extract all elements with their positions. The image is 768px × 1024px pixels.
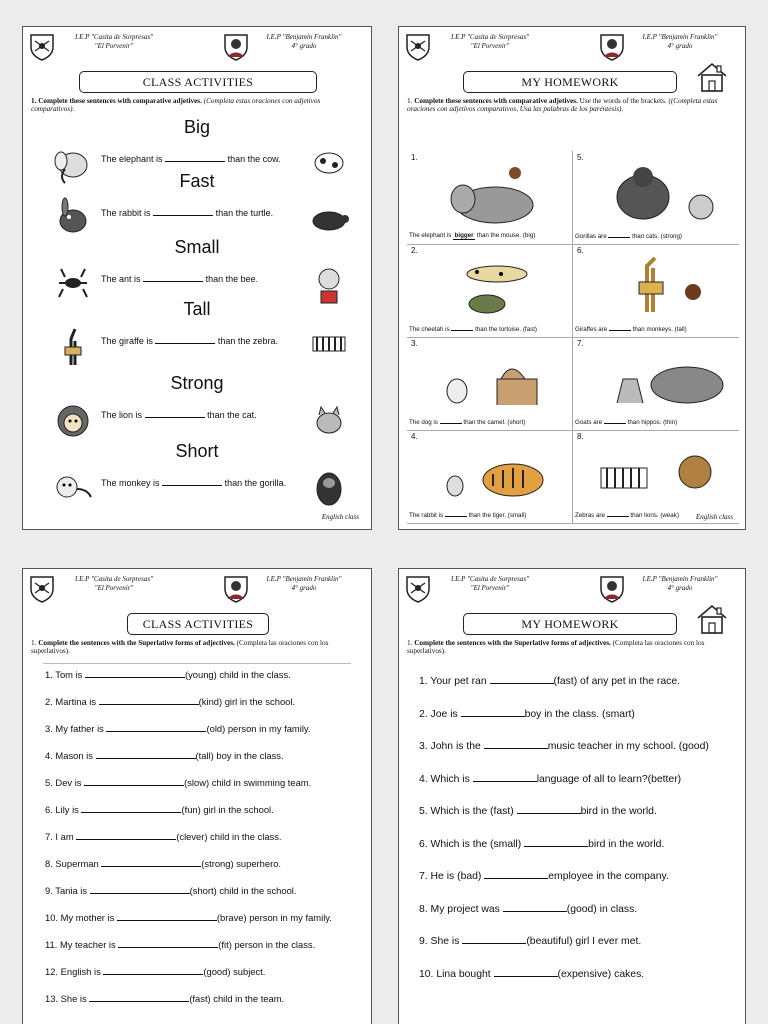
- animals-icon: [583, 345, 733, 411]
- school-crest-icon: [29, 33, 55, 61]
- superlative-homework-list: [419, 675, 739, 1000]
- item-end: (good) in class.: [566, 903, 638, 915]
- exercise-number: 4.: [411, 432, 418, 441]
- sentence: [101, 207, 273, 218]
- divider: [43, 663, 351, 664]
- sentence: [101, 153, 281, 164]
- item-start: 4. Which is: [419, 773, 470, 785]
- sheet-header: [399, 27, 745, 67]
- footer-label: English class: [695, 513, 733, 521]
- sheet-header: [23, 27, 371, 67]
- sentence-start: The ant is: [101, 274, 141, 284]
- answer-blank[interactable]: [118, 939, 218, 948]
- item-end: music teacher in my school. (good): [547, 741, 709, 752]
- school-name-left: I.E.P "Casita de Sorpresas" "El Porvenir": [74, 575, 154, 592]
- adjective-heading: Short: [175, 441, 219, 461]
- item-start: 5. Which is the (fast): [419, 806, 514, 817]
- school-name-right: I.E.P "Benjamín Franklin" 4° grado: [642, 33, 718, 50]
- school-crest-icon: [29, 575, 55, 603]
- caption-end: than hippos. (thin): [627, 419, 678, 426]
- sentence-start: The rabbit is: [101, 208, 151, 218]
- answer-blank[interactable]: [90, 885, 190, 894]
- exercise-item: [45, 885, 365, 912]
- caption-end: than the camel. (short): [463, 419, 526, 426]
- answer-blank[interactable]: [451, 330, 473, 331]
- answer-blank[interactable]: [608, 237, 630, 238]
- item-end: (clever) child in the class.: [176, 831, 282, 842]
- exercise-item: [419, 773, 739, 806]
- item-end: (expensive) cakes.: [557, 968, 645, 980]
- answer-blank[interactable]: [484, 740, 548, 749]
- animal-illustration: [51, 467, 95, 516]
- exercise-item: [419, 740, 739, 773]
- exercise-item: [45, 939, 365, 966]
- item-end: bird in the world.: [580, 806, 657, 817]
- caption-end: than the tiger. (small): [468, 512, 527, 519]
- answer-blank[interactable]: [96, 750, 196, 759]
- answer-blank[interactable]: [106, 723, 206, 732]
- exercise-item: [419, 935, 739, 968]
- exercise-item: [45, 912, 365, 939]
- answer-blank[interactable]: [462, 935, 526, 944]
- exercise-item: [419, 903, 739, 936]
- item-start: 7. He is (bad): [419, 871, 482, 882]
- section-title: MY HOMEWORK: [463, 71, 677, 93]
- item-end: (fit) person in the class.: [218, 939, 316, 950]
- exercise-caption: [575, 233, 737, 240]
- school-crest-icon: [223, 33, 249, 61]
- answer-blank[interactable]: [607, 516, 629, 517]
- answer-blank[interactable]: [81, 804, 181, 813]
- caption-start: Zebras are: [575, 512, 605, 519]
- answer-blank[interactable]: [473, 773, 537, 782]
- item-end: (fast) of any pet in the race.: [553, 676, 680, 687]
- school-crest-icon: [405, 575, 431, 603]
- school-name-left: I.E.P "Casita de Sorpresas" "El Porvenir": [450, 33, 530, 50]
- adjective-heading: Big: [183, 117, 210, 137]
- animal-icon: [307, 195, 351, 239]
- animal-illustration: [307, 323, 351, 372]
- animal-icon: [307, 323, 351, 367]
- exercise-caption: [409, 232, 570, 240]
- item-end: language of all to learn?(better): [536, 773, 682, 785]
- item-start: 7. I am: [45, 831, 74, 842]
- item-start: 12. English is: [45, 966, 101, 977]
- exercise-item: [419, 675, 739, 708]
- exercise-cell: [407, 244, 573, 338]
- animals-icon: [583, 159, 733, 225]
- item-start: 6. Which is the (small): [419, 838, 522, 850]
- answer-blank[interactable]: [461, 708, 525, 717]
- exercise-number: 8.: [577, 432, 584, 441]
- exercise-item: [45, 831, 365, 858]
- caption-end: than monkeys. (tall): [632, 326, 687, 333]
- answer-blank[interactable]: [143, 273, 203, 282]
- exercise-number: 2.: [411, 246, 418, 255]
- instruction: 1. Complete the sentences with the Superlative forms of adjectives. (Completa las oraciones con los superlativos).: [407, 639, 705, 656]
- item-start: 10. Lina bought: [419, 968, 491, 980]
- animals-icon: [417, 438, 567, 504]
- caption-start: Giraffes are: [575, 326, 608, 333]
- animals-icon: [417, 345, 567, 411]
- superlative-exercise-list: [45, 669, 365, 1020]
- animals-icon: [583, 252, 733, 318]
- exercise-item: [45, 966, 365, 993]
- sentence: [101, 409, 257, 420]
- animals-icon: [417, 252, 567, 318]
- exercise-item: [45, 723, 365, 750]
- answer-blank[interactable]: [494, 968, 558, 977]
- item-start: 2. Joe is: [419, 708, 458, 720]
- answer-blank[interactable]: [445, 516, 467, 517]
- sentence-end: than the turtle.: [215, 208, 274, 218]
- caption-start: The elephant is: [409, 232, 452, 239]
- school-name-right: I.E.P "Benjamín Franklin" 4° grado: [266, 33, 342, 50]
- house-icon: [695, 603, 729, 635]
- item-start: 1. Tom is: [45, 669, 83, 680]
- exercise-number: 3.: [411, 339, 418, 348]
- item-start: 10. My mother is: [45, 912, 115, 923]
- animal-illustration: [51, 325, 95, 374]
- answer-blank[interactable]: [503, 903, 567, 912]
- picture-exercise-grid: [407, 151, 739, 523]
- exercise-number: 5.: [577, 153, 584, 162]
- caption-end: than the tortoise. (fast): [475, 326, 537, 333]
- exercise-cell: [573, 337, 739, 431]
- answer-blank[interactable]: [440, 423, 462, 424]
- exercise-cell: [573, 430, 739, 524]
- caption-start: Gorillas are: [575, 233, 607, 240]
- exercise-number: 7.: [577, 339, 584, 348]
- exercise-number: 6.: [577, 246, 584, 255]
- item-end: (old) person in my family.: [206, 723, 311, 734]
- exercise-item: [419, 968, 739, 1001]
- school-name-right: I.E.P "Benjamín Franklin" 4° grado: [642, 575, 718, 592]
- section-title: CLASS ACTIVITIES: [127, 613, 269, 635]
- item-start: 9. Tania is: [45, 885, 88, 896]
- worksheet-homework-superlatives: [398, 568, 746, 1024]
- sentence-start: The elephant is: [101, 154, 163, 164]
- sentence: [101, 477, 286, 488]
- section-title: CLASS ACTIVITIES: [79, 71, 317, 93]
- school-crest-icon: [599, 33, 625, 61]
- item-end: employee in the company.: [548, 871, 669, 882]
- item-end: (good) subject.: [203, 966, 266, 977]
- caption-start: The rabbit is: [409, 512, 444, 519]
- exercise-caption: [575, 326, 737, 333]
- exercise-item: [419, 870, 739, 903]
- answer-blank[interactable]: [85, 669, 185, 678]
- footer-label: English class: [321, 513, 359, 521]
- answer-blank[interactable]: [162, 477, 222, 486]
- item-end: boy in the class. (smart): [524, 708, 635, 720]
- sentence-end: than the cat.: [207, 410, 257, 420]
- item-start: 8. Superman: [45, 858, 99, 869]
- sentence-start: The monkey is: [101, 478, 160, 488]
- sentence-end: than the cow.: [227, 154, 281, 164]
- exercise-item: [45, 696, 365, 723]
- animals-icon: [417, 159, 567, 225]
- adjective-heading: Strong: [170, 373, 224, 393]
- exercise-item: [419, 708, 739, 741]
- caption-end: than cats. (strong): [632, 233, 682, 240]
- worksheet-class-activities-superlatives: [22, 568, 372, 1024]
- animal-icon: [51, 399, 95, 443]
- answer-blank[interactable]: [490, 675, 554, 684]
- animal-illustration: [307, 397, 351, 446]
- adjective-heading: Tall: [183, 299, 211, 319]
- item-start: 11. My teacher is: [45, 939, 116, 950]
- answer-blank[interactable]: [155, 335, 215, 344]
- item-start: 3. John is the: [419, 741, 481, 752]
- answer-blank[interactable]: [165, 153, 225, 162]
- exercise-caption: [409, 419, 570, 426]
- exercise-item: [45, 669, 365, 696]
- sentence: [101, 273, 258, 284]
- exercise-item: [45, 777, 365, 804]
- exercise-item: [419, 838, 739, 871]
- answer-blank[interactable]: [84, 777, 184, 786]
- item-end: bird in the world.: [588, 838, 665, 850]
- sentence-end: than the zebra.: [217, 336, 278, 346]
- item-end: (strong) superhero.: [201, 858, 282, 869]
- exercise-item: [45, 993, 365, 1020]
- item-end: (slow) child in swimming team.: [184, 777, 312, 788]
- answer-blank[interactable]: [484, 870, 548, 879]
- item-start: 2. Martina is: [45, 696, 97, 707]
- item-end: (kind) girl in the school.: [198, 696, 296, 707]
- caption-start: Goats are: [575, 419, 603, 426]
- item-start: 13. She is: [45, 993, 87, 1004]
- exercise-item: [419, 805, 739, 838]
- item-end: (tall) boy in the class.: [195, 750, 284, 761]
- caption-end: than lions. (weak): [630, 512, 679, 519]
- school-crest-icon: [599, 575, 625, 603]
- exercise-caption: [409, 512, 570, 519]
- item-end: (brave) person in my family.: [216, 912, 332, 923]
- item-start: 8. My project was: [419, 903, 500, 915]
- item-start: 4. Mason is: [45, 750, 93, 761]
- school-crest-icon: [223, 575, 249, 603]
- exercise-cell: [573, 244, 739, 338]
- animal-icon: [51, 467, 95, 511]
- sentence-end: than the gorilla.: [224, 478, 287, 488]
- exercise-cell: [407, 151, 573, 245]
- answer-blank[interactable]: bigger: [454, 232, 474, 239]
- adjective-heading: Small: [174, 237, 220, 257]
- item-start: 3. My father is: [45, 723, 104, 734]
- item-start: 5. Dev is: [45, 777, 82, 788]
- section-title: MY HOMEWORK: [463, 613, 677, 635]
- animal-icon: [51, 197, 95, 241]
- exercise-caption: [409, 326, 570, 333]
- sentence-start: The lion is: [101, 410, 143, 420]
- answer-blank[interactable]: [153, 207, 213, 216]
- item-start: 1. Your pet ran: [419, 676, 487, 687]
- answer-blank[interactable]: [145, 409, 205, 418]
- worksheet-homework-comparatives: [398, 26, 746, 530]
- item-end: (short) child in the school.: [189, 885, 297, 896]
- animal-icon: [51, 325, 95, 369]
- animal-icon: [307, 465, 351, 509]
- answer-blank[interactable]: [89, 993, 189, 1002]
- caption-start: The cheetah is: [409, 326, 450, 333]
- caption-end: than the mouse. (big): [476, 232, 536, 239]
- answer-blank[interactable]: [117, 912, 217, 921]
- instruction: 1. Complete the sentences with the Superlative forms of adjectives. (Completa las oraciones con los superlativos).: [31, 639, 329, 656]
- instruction: 1. Complete these sentences with comparative adjetives. Use the words of the brackets. ((Completa estas oraciones con adjetivos comparativos, Usa las palabras de los paréntesis).: [407, 97, 718, 114]
- answer-blank[interactable]: [101, 858, 201, 867]
- worksheet-class-activities-comparatives: [22, 26, 372, 530]
- sentence-end: than the bee.: [205, 274, 259, 284]
- caption-start: The dog is: [409, 419, 438, 426]
- exercise-cell: [407, 430, 573, 524]
- item-start: 9. She is: [419, 936, 460, 947]
- sheet-header: [399, 569, 745, 609]
- item-end: (beautiful) girl I ever met.: [526, 936, 642, 947]
- item-end: (fast) child in the team.: [189, 993, 285, 1004]
- animal-icon: [307, 397, 351, 441]
- item-end: (fun) girl in the school.: [181, 804, 274, 815]
- school-name-left: I.E.P "Casita de Sorpresas" "El Porvenir": [74, 33, 154, 50]
- answer-blank[interactable]: [609, 330, 631, 331]
- school-crest-icon: [405, 33, 431, 61]
- exercise-item: [45, 804, 365, 831]
- answer-blank[interactable]: [604, 423, 626, 424]
- house-icon: [695, 61, 729, 93]
- exercise-caption: [575, 419, 737, 426]
- school-name-left: I.E.P "Casita de Sorpresas" "El Porvenir": [450, 575, 530, 592]
- school-name-right: I.E.P "Benjamín Franklin" 4° grado: [266, 575, 342, 592]
- exercise-item: [45, 858, 365, 885]
- animal-illustration: [307, 465, 351, 514]
- exercise-item: [45, 750, 365, 777]
- sheet-header: [23, 569, 371, 609]
- exercise-cell: [407, 337, 573, 431]
- sentence: [101, 335, 278, 346]
- answer-blank[interactable]: [99, 696, 199, 705]
- exercise-number: 1.: [411, 153, 418, 162]
- exercise-cell: [573, 151, 739, 245]
- answer-blank[interactable]: [517, 805, 581, 814]
- sentence-start: The giraffe is: [101, 336, 153, 346]
- answer-blank[interactable]: [524, 838, 588, 847]
- item-start: 6. Lily is: [45, 804, 79, 815]
- animals-icon: [583, 438, 733, 504]
- answer-blank[interactable]: [76, 831, 176, 840]
- instruction: 1. Complete these sentences with comparative adjetives. (Completa estas oraciones con adjetivos comparativos).: [31, 97, 321, 114]
- answer-blank[interactable]: [103, 966, 203, 975]
- adjective-heading: Fast: [179, 171, 215, 191]
- item-end: (young) child in the class.: [184, 669, 291, 680]
